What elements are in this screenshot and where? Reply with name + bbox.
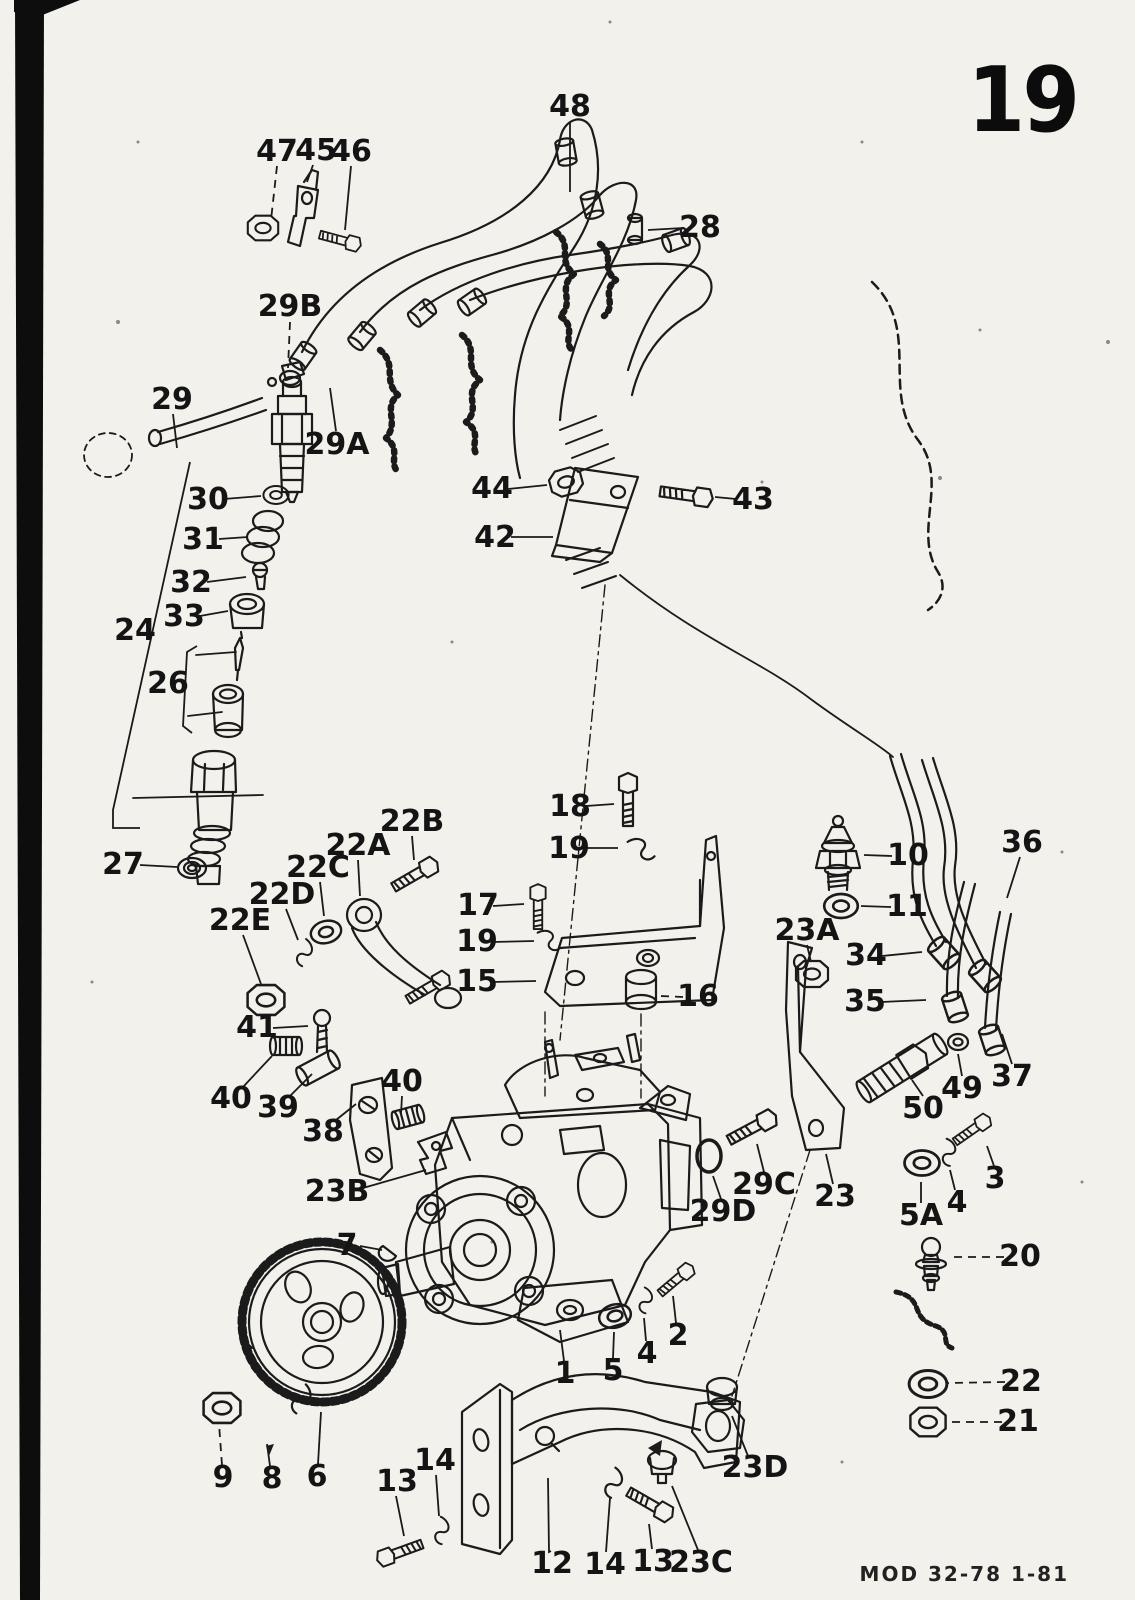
callout-29D: 29D — [689, 1194, 757, 1229]
callout-15: 15 — [456, 964, 498, 999]
callout-38: 38 — [302, 1114, 344, 1149]
callout-19: 19 — [548, 831, 590, 866]
callout-3: 3 — [984, 1161, 1006, 1196]
footer-code: MOD 32-78 1-81 — [859, 1562, 1069, 1586]
callout-16: 16 — [677, 979, 719, 1014]
callout-35: 35 — [844, 984, 886, 1019]
callout-9: 9 — [212, 1460, 234, 1495]
callout-44: 44 — [471, 471, 513, 506]
callout-42: 42 — [474, 520, 516, 555]
callout-22C: 22C — [286, 850, 350, 885]
callout-14: 14 — [414, 1443, 456, 1478]
callout-47: 47 — [256, 134, 298, 169]
callout-18: 18 — [549, 789, 591, 824]
callout-29A: 29A — [304, 427, 370, 462]
callout-29: 29 — [151, 382, 193, 417]
callout-13: 13 — [632, 1544, 674, 1579]
callout-13: 13 — [376, 1464, 418, 1499]
callout-41: 41 — [236, 1010, 278, 1045]
callout-30: 30 — [187, 482, 229, 517]
callout-2: 2 — [667, 1318, 689, 1353]
callout-22: 22 — [1000, 1364, 1042, 1399]
callout-40: 40 — [381, 1064, 423, 1099]
callout-39: 39 — [257, 1090, 299, 1125]
callout-37: 37 — [991, 1059, 1033, 1094]
callout-22D: 22D — [248, 877, 316, 912]
callout-14: 14 — [584, 1547, 626, 1582]
callout-48: 48 — [549, 89, 591, 124]
callout-11: 11 — [886, 889, 928, 924]
callout-29B: 29B — [257, 289, 323, 324]
callout-22E: 22E — [208, 903, 272, 938]
callout-26: 26 — [147, 666, 189, 701]
callout-1: 1 — [554, 1356, 576, 1391]
callout-36: 36 — [1001, 825, 1043, 860]
callout-5A: 5A — [898, 1198, 944, 1233]
callout-43: 43 — [732, 482, 774, 517]
callout-49: 49 — [941, 1071, 983, 1106]
callout-32: 32 — [170, 565, 212, 600]
callout-29C: 29C — [732, 1167, 796, 1202]
callout-45: 45 — [295, 133, 337, 168]
callout-8: 8 — [261, 1461, 283, 1496]
callout-24: 24 — [114, 613, 156, 648]
callout-23A: 23A — [774, 913, 840, 948]
callout-27: 27 — [102, 847, 144, 882]
callout-23D: 23D — [721, 1450, 789, 1485]
callout-28: 28 — [679, 210, 721, 245]
callout-22B: 22B — [379, 804, 445, 839]
callout-4: 4 — [636, 1336, 658, 1371]
callout-22A: 22A — [325, 828, 391, 863]
callout-7: 7 — [336, 1228, 358, 1263]
callout-10: 10 — [887, 838, 929, 873]
callout-23B: 23B — [304, 1174, 370, 1209]
callout-21: 21 — [997, 1404, 1039, 1439]
page-number: 19 — [967, 48, 1077, 153]
callout-23: 23 — [814, 1179, 856, 1214]
callout-6: 6 — [306, 1459, 328, 1494]
callout-4: 4 — [946, 1185, 968, 1220]
callout-5: 5 — [602, 1353, 624, 1388]
callout-12: 12 — [531, 1546, 573, 1581]
callout-19: 19 — [456, 924, 498, 959]
callout-46: 46 — [330, 134, 372, 169]
callout-20: 20 — [999, 1239, 1041, 1274]
callout-50: 50 — [902, 1091, 944, 1126]
callout-23C: 23C — [669, 1545, 733, 1580]
callout-17: 17 — [457, 888, 499, 923]
callout-34: 34 — [845, 938, 887, 973]
callout-40: 40 — [210, 1081, 252, 1116]
callout-31: 31 — [182, 522, 224, 557]
callout-33: 33 — [163, 599, 205, 634]
